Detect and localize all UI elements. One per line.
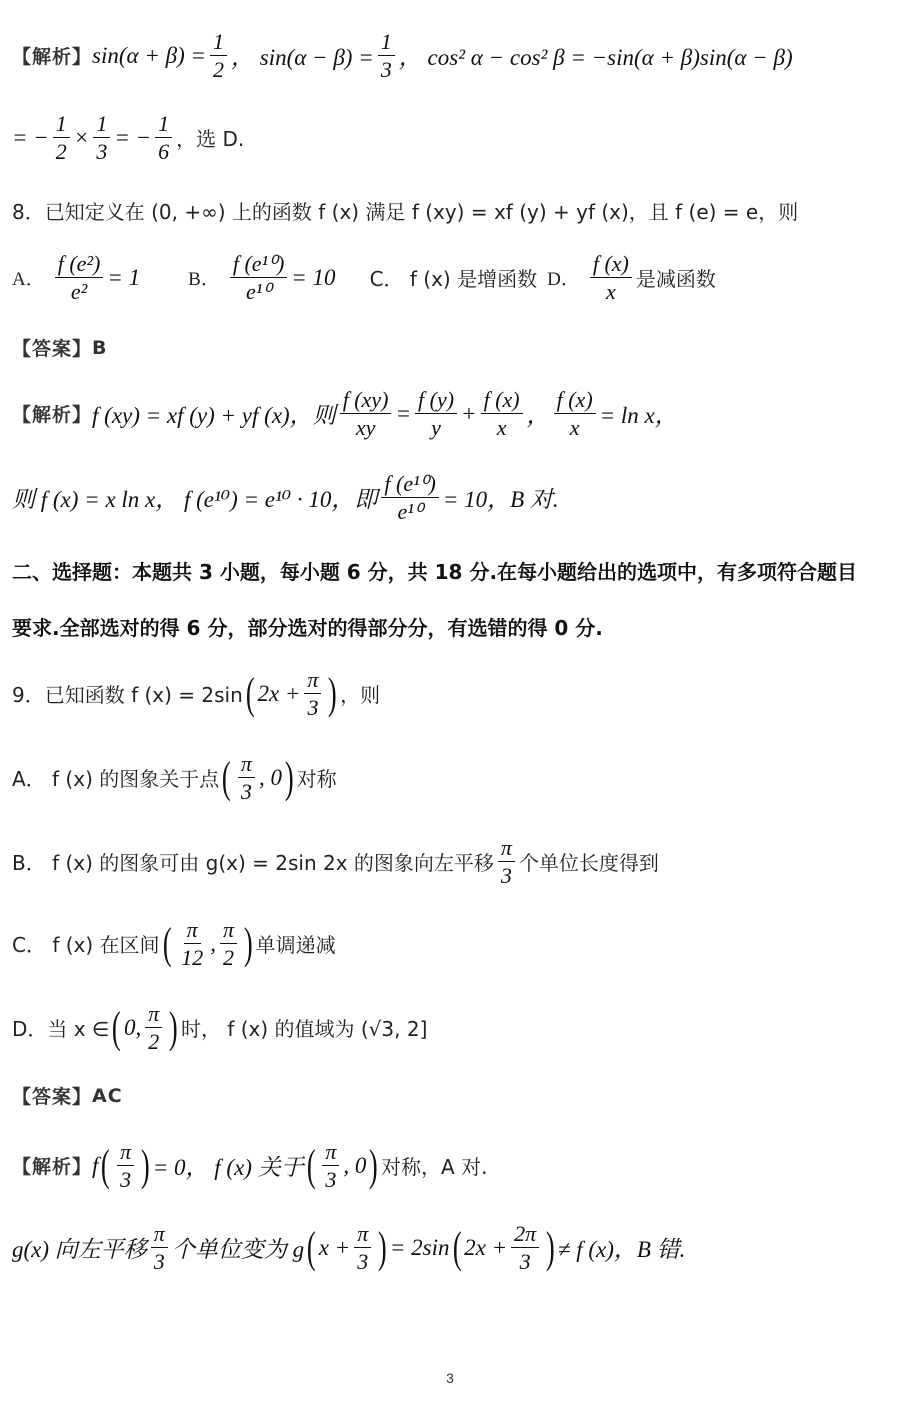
- conclusion-text: ，选 D.: [176, 127, 245, 152]
- fraction: [304, 668, 321, 719]
- math-text: 则 f (x) = x ln x， f (e¹⁰) = e¹⁰ · 10，即: [12, 487, 378, 513]
- option-text: 单调递减: [255, 933, 336, 958]
- solution-tag: 【解析】: [12, 1156, 93, 1179]
- math-text: =: [395, 400, 412, 426]
- section-heading-line1: [12, 556, 890, 585]
- denominator: 2: [222, 945, 234, 971]
- answer-value: AC: [92, 1084, 123, 1107]
- numerator: f (x): [481, 388, 523, 414]
- left-paren: (: [222, 752, 231, 802]
- math-text: = 2sin: [389, 1234, 450, 1260]
- option-text: 个单位长度得到: [518, 851, 659, 876]
- denominator: 2: [148, 1029, 160, 1055]
- math-text: f: [92, 1152, 99, 1178]
- left-paren: (: [452, 1222, 462, 1272]
- right-paren: ): [369, 1140, 379, 1190]
- denominator: 3: [500, 863, 512, 889]
- denominator: x: [569, 415, 580, 441]
- fraction: [55, 252, 104, 303]
- q9-solution-line2: [12, 1222, 890, 1273]
- fraction: [415, 388, 457, 439]
- q9-stem: [12, 668, 890, 719]
- section-heading-line2: [12, 612, 890, 641]
- numerator: π: [354, 1222, 371, 1248]
- numerator: f (x): [554, 388, 596, 414]
- right-paren: ): [378, 1222, 387, 1272]
- denominator: 3: [357, 1249, 369, 1275]
- right-paren: ): [328, 668, 338, 718]
- conclusion-text: 对称，A 对.: [381, 1155, 488, 1180]
- math-text: g(x) 向左平移: [12, 1237, 147, 1263]
- fraction: [220, 918, 237, 969]
- math-text: 2x +: [257, 680, 301, 706]
- option-c-text: C． f (x) 是增函数: [369, 267, 538, 292]
- section-heading: 二、选择题：本题共 3 小题，每小题 6 分，共 18 分.在每小题给出的选项中，有多项符合题目: [12, 560, 858, 584]
- denominator: 6: [158, 139, 170, 165]
- denominator: 3: [240, 779, 252, 805]
- denominator: x: [605, 279, 616, 305]
- fraction: [340, 388, 392, 439]
- numerator: 1: [53, 112, 70, 138]
- numerator: 1: [155, 112, 172, 138]
- numerator: 1: [378, 30, 395, 56]
- denominator: 2: [55, 139, 67, 165]
- fraction: [481, 388, 523, 439]
- section-heading: 要求.全部选对的得 6 分，部分选对的得部分分，有选错的得 0 分.: [12, 616, 603, 640]
- fraction: [322, 1140, 339, 1191]
- fraction: [145, 1002, 162, 1053]
- math-text: , 0: [343, 1152, 367, 1178]
- q9-option-a: [12, 752, 890, 803]
- numerator: f (e¹⁰): [381, 472, 438, 498]
- q8-solution-line1: [12, 388, 890, 439]
- option-text: 对称: [296, 767, 337, 792]
- math-text: = −: [12, 124, 49, 150]
- numerator: f (xy): [340, 388, 392, 414]
- numerator: π: [238, 752, 255, 778]
- question-text: 8．已知定义在 (0, +∞) 上的函数 f (x) 满足 f (xy) = xf (y) + yf (x)，且 f (e) = e，则: [12, 200, 799, 224]
- math-text: = −: [114, 124, 152, 150]
- fraction: [178, 918, 206, 969]
- numerator: f (x): [590, 252, 632, 278]
- denominator: x: [496, 415, 507, 441]
- answer-value: B: [92, 336, 108, 359]
- fraction: [590, 252, 632, 303]
- question-text: ，则: [340, 683, 381, 708]
- numerator: f (e²): [55, 252, 104, 278]
- numerator: π: [117, 1140, 134, 1166]
- right-paren: ): [243, 918, 253, 968]
- q9-solution-line1: [12, 1140, 890, 1191]
- left-paren: (: [162, 918, 172, 968]
- denominator: y: [431, 415, 441, 441]
- option-d-tail: 是减函数: [635, 267, 716, 292]
- denominator: 12: [181, 945, 204, 971]
- math-text: ,: [210, 930, 216, 956]
- math-text: ，: [526, 403, 550, 429]
- answer-tag: 【答案】: [12, 338, 93, 360]
- fraction: [511, 1222, 539, 1273]
- left-paren: (: [245, 668, 255, 718]
- question-text: 9．已知函数 f (x) = 2sin: [12, 683, 243, 708]
- left-paren: (: [101, 1140, 111, 1190]
- numerator: 1: [93, 112, 110, 138]
- solution-tag: 【解析】: [12, 404, 93, 427]
- option-text: A． f (x) 的图象关于点: [12, 767, 220, 792]
- option-d-label: D．: [547, 269, 580, 291]
- numerator: f (e¹⁰): [230, 252, 287, 278]
- fraction: [354, 1222, 371, 1273]
- fraction: [117, 1140, 134, 1191]
- fraction: [151, 1222, 168, 1273]
- page-number: 3: [446, 1370, 454, 1386]
- fraction: [210, 30, 227, 81]
- denominator: 3: [325, 1167, 337, 1193]
- math-text: 个单位变为 g: [171, 1237, 305, 1263]
- denominator: 3: [519, 1249, 531, 1275]
- fraction: [230, 252, 287, 303]
- math-text: = 0， f (x) 关于: [152, 1155, 304, 1181]
- math-text: 0,: [124, 1014, 142, 1040]
- q8-stem: [12, 196, 890, 225]
- fraction: [498, 836, 515, 887]
- denominator: 3: [96, 139, 108, 165]
- denominator: e²: [70, 279, 88, 305]
- numerator: π: [184, 918, 201, 944]
- denominator: 3: [153, 1249, 165, 1275]
- option-a-label: A．: [12, 269, 45, 291]
- right-paren: ): [284, 752, 294, 802]
- denominator: e¹⁰: [245, 279, 272, 305]
- numerator: π: [220, 918, 237, 944]
- denominator: 3: [307, 695, 319, 721]
- denominator: 2: [213, 57, 224, 83]
- option-text: D．当 x ∈: [12, 1017, 110, 1042]
- left-paren: (: [112, 1002, 122, 1052]
- fraction: [381, 472, 438, 523]
- option-b-label: B．: [188, 269, 220, 291]
- right-paren: ): [546, 1222, 555, 1272]
- fraction: [93, 112, 110, 163]
- q7-solution-line2: [12, 112, 890, 163]
- fraction: [238, 752, 255, 803]
- numerator: f (y): [415, 388, 457, 414]
- fraction: [554, 388, 596, 439]
- fraction: [155, 112, 172, 163]
- math-text: ， sin(α − β) =: [231, 45, 374, 71]
- numerator: 1: [210, 30, 227, 56]
- numerator: π: [322, 1140, 339, 1166]
- math-text: = 10，B 对.: [442, 487, 559, 513]
- q8-solution-line2: [12, 472, 890, 523]
- left-paren: (: [306, 1222, 316, 1272]
- math-text: sin(α + β) =: [92, 42, 206, 68]
- denominator: e¹⁰: [397, 499, 423, 525]
- option-text: C． f (x) 在区间: [12, 933, 160, 958]
- math-text: ≠ f (x)，B 错.: [557, 1237, 686, 1263]
- math-text: ×: [73, 124, 90, 150]
- right-paren: ): [169, 1002, 179, 1052]
- left-paren: (: [306, 1140, 316, 1190]
- numerator: π: [304, 668, 321, 694]
- q8-answer: [12, 334, 890, 361]
- fraction: [378, 30, 395, 81]
- q7-solution-line1: [12, 30, 890, 81]
- math-text: , 0: [258, 764, 282, 790]
- denominator: xy: [355, 415, 376, 441]
- q9-option-b: [12, 836, 890, 887]
- fraction: [53, 112, 70, 163]
- denominator: 3: [120, 1167, 132, 1193]
- q8-options: [12, 252, 890, 303]
- math-text: 2x +: [464, 1234, 508, 1260]
- solution-tag: 【解析】: [12, 46, 93, 69]
- option-b-tail: = 10: [291, 264, 336, 290]
- q9-option-d: [12, 1002, 890, 1053]
- math-text: +: [461, 400, 477, 426]
- math-text: f (xy) = xf (y) + yf (x)，则: [92, 403, 336, 429]
- option-text: B． f (x) 的图象可由 g(x) = 2sin 2x 的图象向左平移: [12, 851, 494, 876]
- q9-answer: [12, 1082, 890, 1109]
- numerator: π: [151, 1222, 168, 1248]
- q9-option-c: [12, 918, 890, 969]
- option-a-tail: = 1: [107, 264, 141, 290]
- math-text: x +: [318, 1234, 351, 1260]
- right-paren: ): [141, 1140, 150, 1190]
- denominator: 3: [380, 57, 392, 83]
- math-text: ， cos² α − cos² β = −sin(α + β)sin(α − β): [398, 45, 793, 71]
- option-text: 时， f (x) 的值域为 (√3, 2]: [180, 1017, 428, 1042]
- numerator: π: [498, 836, 515, 862]
- numerator: 2π: [511, 1222, 539, 1248]
- math-text: = ln x，: [599, 403, 678, 429]
- numerator: π: [145, 1002, 162, 1028]
- answer-tag: 【答案】: [12, 1086, 93, 1108]
